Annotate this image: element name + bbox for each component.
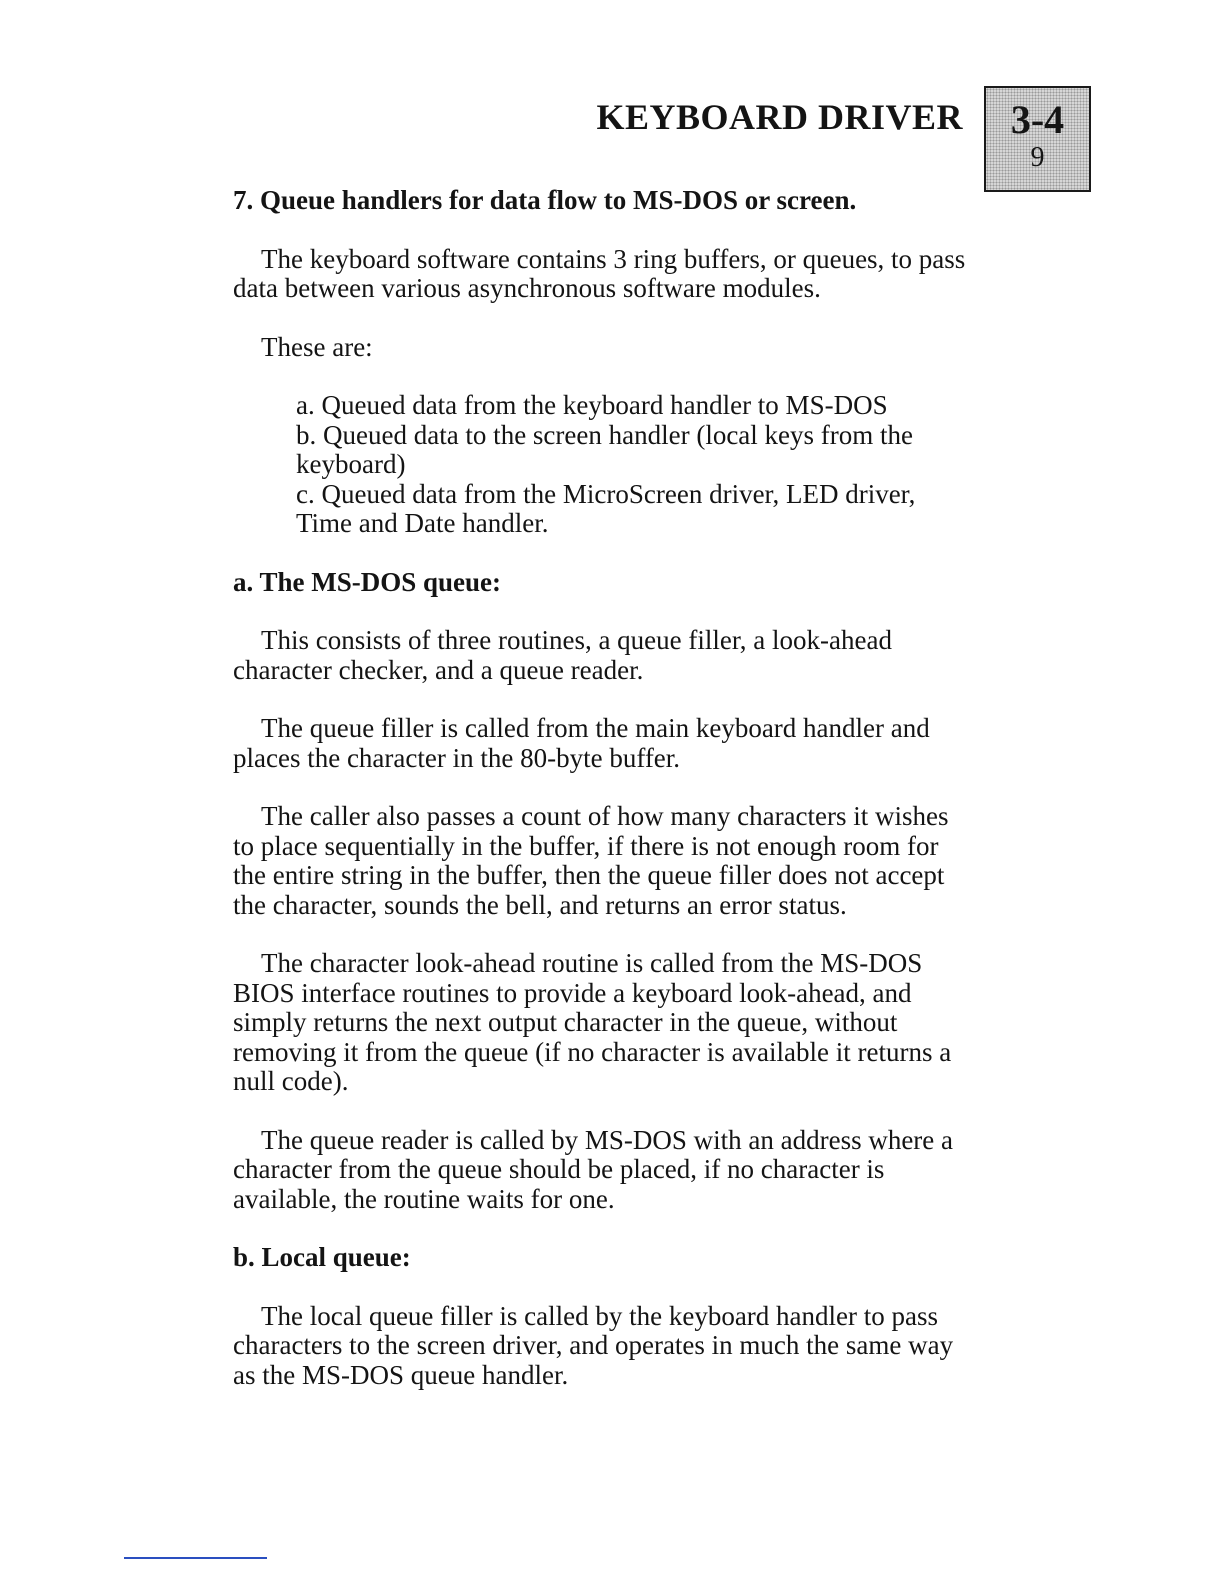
page-number: 9 [1030, 142, 1045, 173]
list-item: b. Queued data to the screen handler (local keys from the keyboard) [296, 419, 914, 479]
intro-paragraph: The keyboard software contains 3 ring buffers, or queues, to pass data between various asynchronous software modules. [233, 243, 966, 303]
these-are-line: These are: [261, 331, 373, 362]
footer-rule [124, 1557, 267, 1559]
page-body [233, 186, 973, 1390]
page-header-title: KEYBOARD DRIVER [596, 97, 963, 137]
paragraph: This consists of three routines, a queue filler, a look-ahead character checker, and a queue reader. [233, 625, 892, 685]
paragraph: The character look-ahead routine is called from the MS-DOS BIOS interface routines to provide a keyboard look-ahead, and simply returns the next output character in the queue, without removing it from the queue (if no character is available it returns a null code). [233, 948, 952, 1096]
paragraph: The caller also passes a count of how many characters it wishes to place sequentially in the buffer, if there is not enough room for the entire string in the buffer, then the queue filler does not accept the character, sounds the bell, and returns an error status. [233, 801, 949, 920]
msdos-queue-heading: a. The MS-DOS queue: [233, 566, 502, 597]
paragraph: The queue filler is called from the main keyboard handler and places the character in the 80-byte buffer. [233, 713, 930, 773]
section-heading: 7. Queue handlers for data flow to MS-DOS or screen. [233, 185, 857, 215]
paragraph: The local queue filler is called by the keyboard handler to pass characters to the screen driver, and operates in much the same way as the MS-DOS queue handler. [233, 1300, 954, 1390]
section-number: 3-4 [1010, 97, 1065, 142]
list-item: a. Queued data from the keyboard handler to MS-DOS [296, 390, 888, 420]
list-item: c. Queued data from the MicroScreen driver, LED driver, Time and Date handler. [296, 478, 916, 538]
local-queue-heading: b. Local queue: [233, 1242, 411, 1272]
section-tab [984, 86, 1091, 192]
queues-list [296, 391, 973, 539]
paragraph: The queue reader is called by MS-DOS with an address where a character from the queue should be placed, if no character is available, the routine waits for one. [233, 1124, 954, 1214]
